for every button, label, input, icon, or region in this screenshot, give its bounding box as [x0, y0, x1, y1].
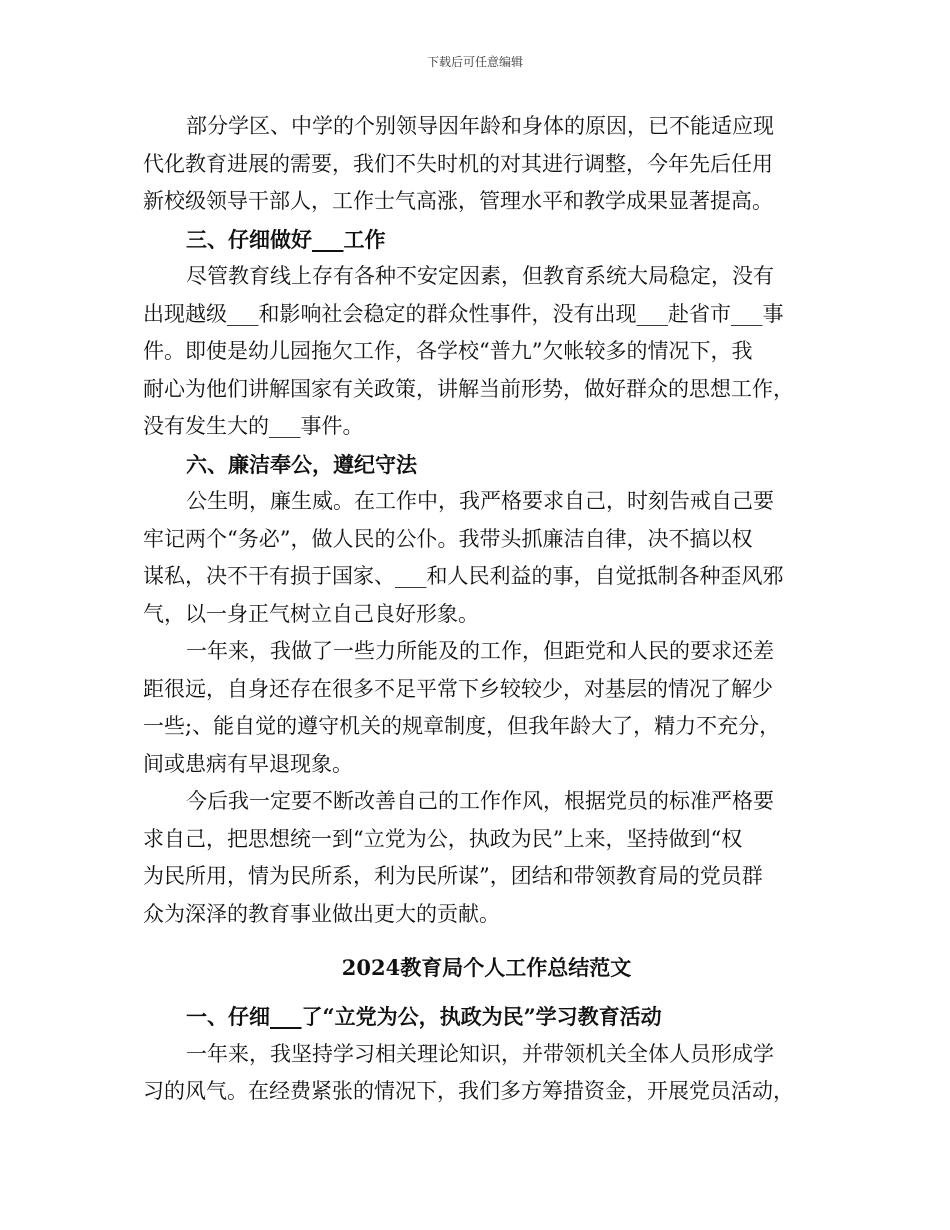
- document-body: [143, 108, 830, 1111]
- text-line: 间或患病有早退现象。: [143, 751, 353, 776]
- section-heading: 三、仔细做好___工作: [186, 226, 386, 252]
- text-line: 牢记两个“务必”，做人民的公仆。我带头抓廉洁自律，决不搞以权: [143, 526, 753, 551]
- text-line: 一年来，我坚持学习相关理论知识，并带领机关全体人员形成学: [186, 1041, 774, 1066]
- text-line: 件。即使是幼儿园拖欠工作，各学校“普九”欠帐较多的情况下，我: [143, 339, 753, 363]
- text-line: 距很远，自身还存在很多不足平常下乡较较少，对基层的情况了解少: [143, 676, 773, 701]
- text-line: 新校级领导干部人，工作士气高涨，管理水平和教学成果显著提高。: [143, 189, 773, 213]
- body-text-block-1: [143, 108, 830, 933]
- text-line: 没有发生大的___事件。: [143, 414, 364, 438]
- text-line: 众为深泽的教育事业做出更大的贡献。: [143, 901, 500, 926]
- body-text-block-2: [143, 998, 830, 1111]
- text-line: 公生明，廉生威。在工作中，我严格要求自己，时刻告戒自己要: [186, 489, 774, 513]
- text-line: 一些;、能自觉的遵守机关的规章制度，但我年龄大了，精力不充分，: [143, 714, 781, 738]
- text-line: 今后我一定要不断改善自己的工作作风，根据党员的标准严格要: [186, 789, 774, 813]
- section-heading: 六、廉洁奉公，遵纪守法: [186, 451, 417, 477]
- text-line: 尽管教育线上存有各种不安定因素，但教育系统大局稳定，没有: [186, 264, 774, 288]
- text-line: 气，以一身正气树立自己良好形象。: [143, 601, 479, 626]
- text-line: 代化教育进展的需要，我们不失时机的对其进行调整，今年先后任用: [143, 151, 773, 176]
- page-header: 下载后可任意编辑: [426, 55, 523, 69]
- section-heading: 一、仔细___了“立党为公，执政为民”学习教育活动: [186, 1004, 662, 1029]
- document-title: 2024教育局个人工作总结范文: [341, 955, 632, 980]
- text-line: 一年来，我做了一些力所能及的工作，但距党和人民的要求还差: [186, 639, 774, 663]
- text-line: 部分学区、中学的个别领导因年龄和身体的原因，已不能适应现: [186, 114, 774, 138]
- text-line: 谋私，决不干有损于国家、___和人民利益的事，自觉抵制各种歪风邪: [143, 564, 784, 588]
- text-line: 求自己，把思想统一到“立党为公，执政为民”上来，坚持做到“权: [143, 826, 743, 851]
- text-line: 出现越级___和影响社会稳定的群众性事件，没有出现___赴省市___事: [143, 301, 784, 326]
- text-line: 为民所用，情为民所系，利为民所谋”，团结和带领教育局的党员群: [143, 864, 763, 888]
- text-line: 习的风气。在经费紧张的情况下，我们多方筹措资金，开展党员活动，: [143, 1079, 794, 1103]
- text-line: 耐心为他们讲解国家有关政策，讲解当前形势，做好群众的思想工作，: [143, 376, 794, 401]
